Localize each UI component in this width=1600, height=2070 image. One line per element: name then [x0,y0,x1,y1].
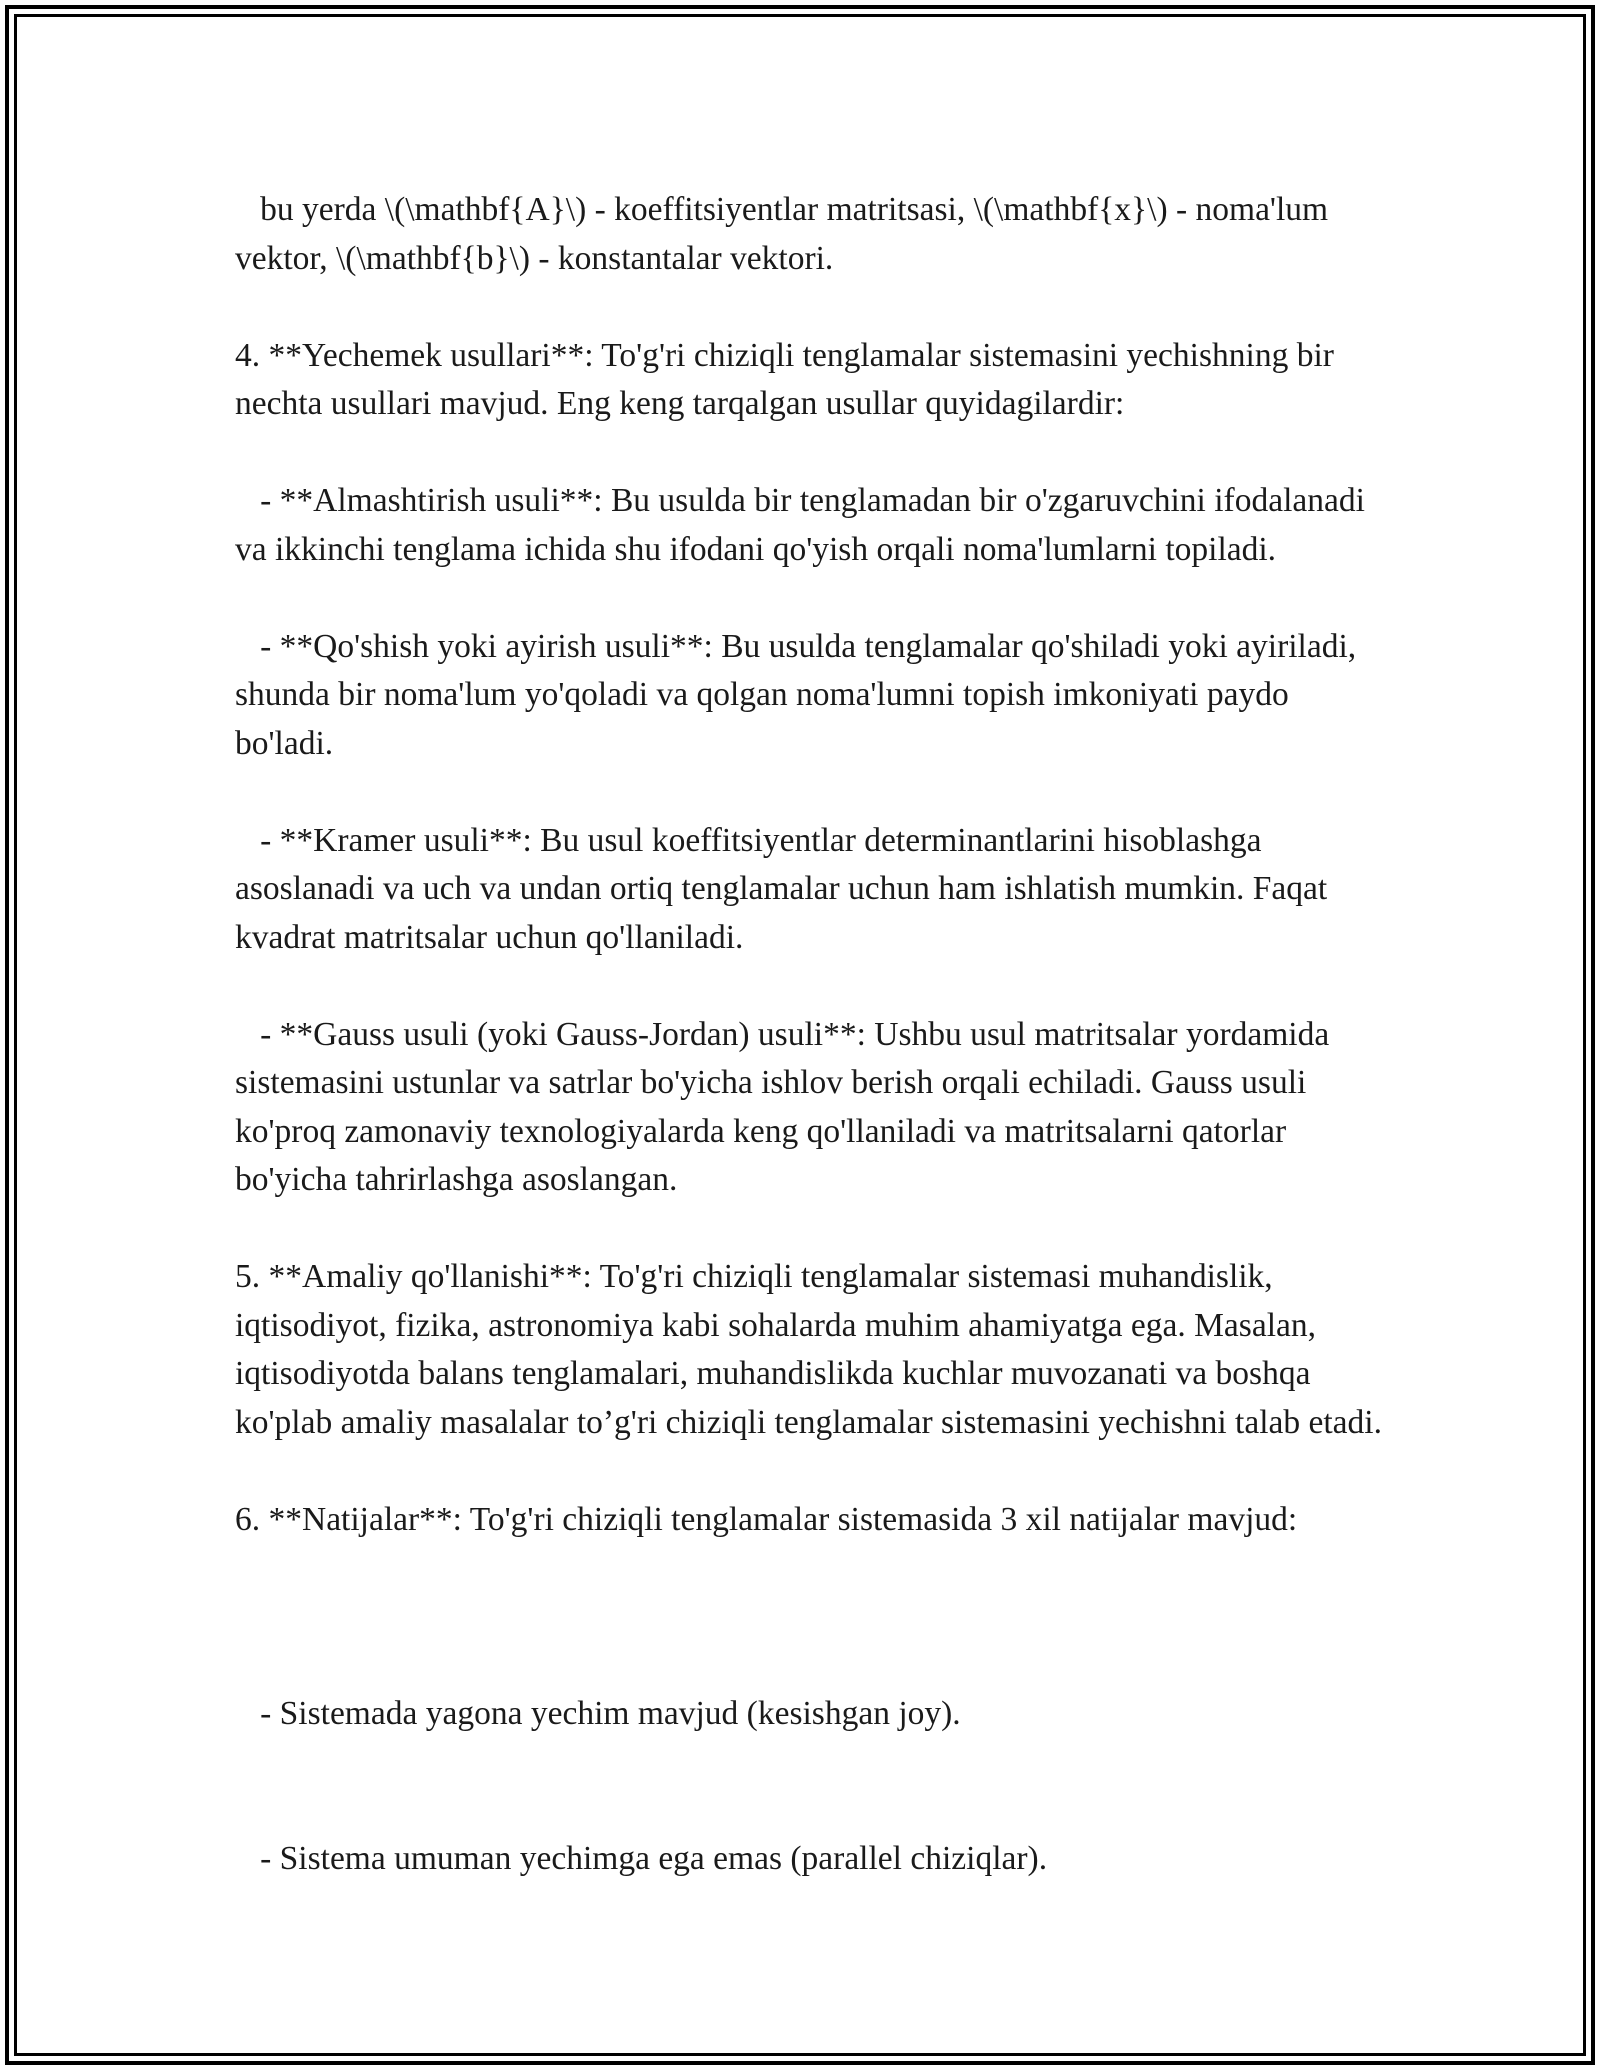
document-body [235,186,1385,1981]
result-unique-item: - Sistemada yagona yechim mavjud (kesishgan joy). [235,1694,961,1732]
method-addition-paragraph: - **Qo'shish yoki ayirish usuli**: Bu usulda tenglamalar qo'shiladi yoki ayiriladi, shunda bir noma'lum yo'qoladi va qolgan noma'lumni topish imkoniyati paydo bo'ladi. [235,627,1365,762]
item-5-paragraph: 5. **Amaliy qo'llanishi**: To'g'ri chiziqli tenglamalar sistemasi muhandislik, iqtisodiyot, fizika, astronomiya kabi sohalarda muhim ahamiyatga ega. Masalan, iqtisodiyotda balans tenglamalari, muhandislikda kuchlar muvozanati va boshqa ko'plab amaliy masalalar to’g'ri chiziqli tenglamalar sistemasini yechishni talab etadi. [235,1258,1382,1441]
method-gauss-paragraph: - **Gauss usuli (yoki Gauss-Jordan) usuli**: Ushbu usul matritsalar yordamida sistemasini ustunlar va satrlar bo'yicha ishlov berish orqali echiladi. Gauss usuli ko'proq zamonaviy texnologiyalarda keng qo'llaniladi va matritsalarni qatorlar bo'yicha tahrirlashga asoslangan. [235,1015,1338,1198]
results-list [235,1593,1385,1981]
intro-paragraph: bu yerda \(\mathbf{A}\) - koeffitsiyentlar matritsasi, \(\mathbf{x}\) - noma'lum vektor, \(\mathbf{b}\) - konstantalar vektori. [235,191,1337,277]
item-4-paragraph: 4. **Yechemek usullari**: To'g'ri chiziqli tenglamalar sistemasini yechishning bir nechta usullari mavjud. Eng keng tarqalgan usullar quyidagilardir: [235,336,1343,422]
method-substitution-paragraph: - **Almashtirish usuli**: Bu usulda bir tenglamadan bir o'zgaruvchini ifodalanadi va ikkinchi tenglama ichida shu ifodani qo'yish orqali noma'lumlarni topiladi. [235,482,1374,568]
result-none-item: - Sistema umuman yechimga ega emas (parallel chiziqlar). [235,1840,1048,1877]
method-cramer-paragraph: - **Kramer usuli**: Bu usul koeffitsiyentlar determinantlarini hisoblashga asoslanadi va uch va undan ortiq tenglamalar uchun ham ishlatish mumkin. Faqat kvadrat matritsalar uchun qo'llaniladi. [235,821,1336,956]
item-6-paragraph: 6. **Natijalar**: To'g'ri chiziqli tenglamalar sistemasida 3 xil natijalar mavjud: [235,1500,1298,1538]
